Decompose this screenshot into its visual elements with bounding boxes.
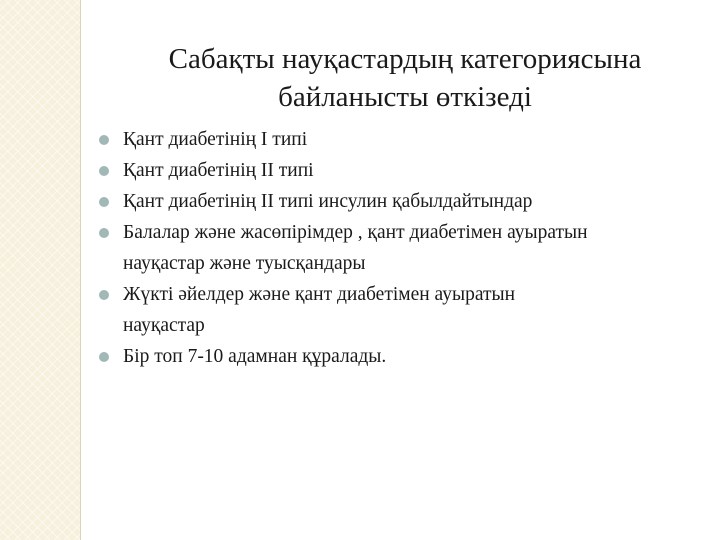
slide-title-line-1: Сабақты науқастардың категориясына — [168, 43, 642, 75]
bullet-item-4 — [96, 217, 708, 279]
bullet-dot-icon — [99, 197, 109, 207]
bullet-item-3 — [96, 186, 708, 217]
bullet-item-6 — [96, 341, 708, 372]
bullet-dot-icon — [99, 135, 109, 145]
bullet-text-line-1: Жүкті әйелдер және қант диабетімен ауыратын — [123, 284, 516, 305]
slide-title-line-2: байланысты өткізеді — [278, 81, 532, 113]
bullet-text-line-2: науқастар және туысқандары — [123, 253, 366, 274]
bullet-item-1 — [96, 124, 708, 155]
bullet-item-5 — [96, 279, 708, 341]
bullet-dot-icon — [99, 352, 109, 362]
slide-title — [100, 40, 710, 116]
bullet-text: Қант диабетінің I типі — [123, 129, 308, 150]
decorative-side-band — [0, 0, 80, 540]
bullet-list — [96, 124, 708, 372]
bullet-dot-icon — [99, 290, 109, 300]
bullet-text-line-2: науқастар — [123, 315, 205, 336]
bullet-text-line-1: Балалар және жасөпірімдер , қант диабетімен ауыратын — [123, 222, 588, 243]
bullet-text: Бір топ 7-10 адамнан құралады. — [123, 346, 387, 367]
bullet-text: Қант диабетінің II типі инсулин қабылдайтындар — [123, 191, 533, 212]
bullet-text: Қант диабетінің II типі — [123, 160, 314, 181]
bullet-dot-icon — [99, 228, 109, 238]
bullet-dot-icon — [99, 166, 109, 176]
bullet-item-2 — [96, 155, 708, 186]
